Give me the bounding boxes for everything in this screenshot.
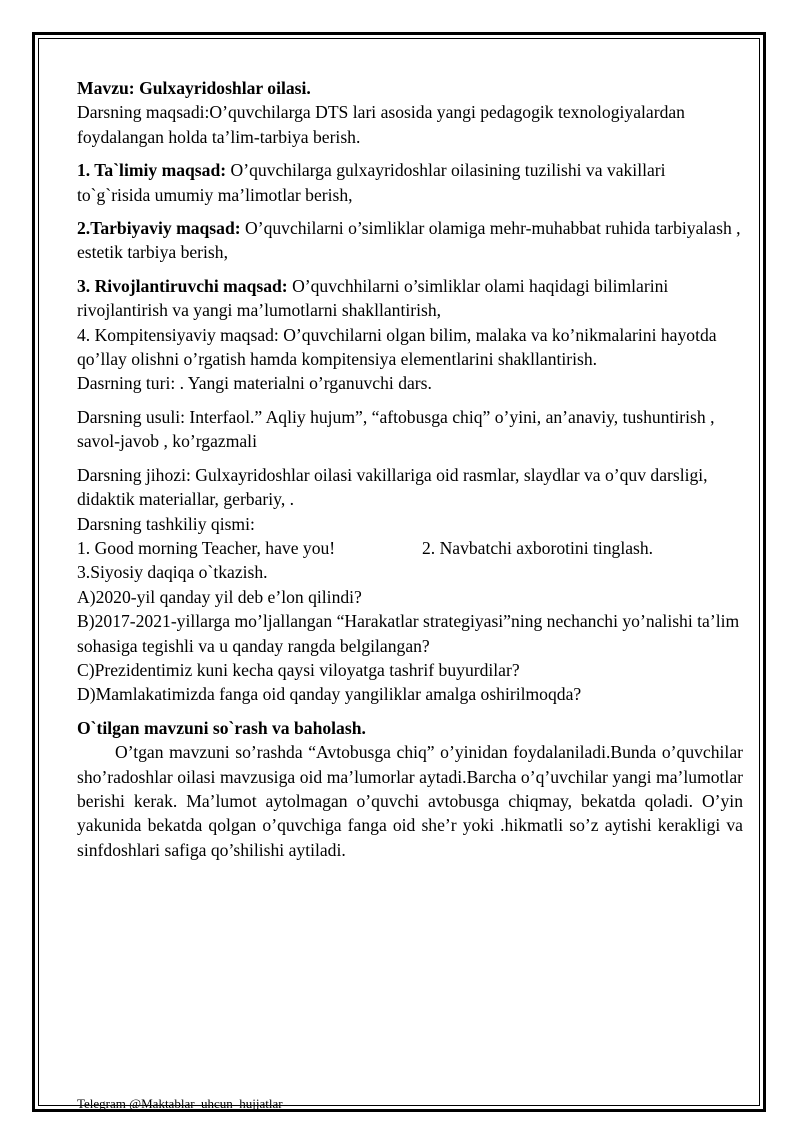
upbringing-goal-label: 2.Tarbiyaviy maqsad: xyxy=(77,218,241,239)
question-b: B)2017-2021-yillarga mo’ljallangan “Harakatlar strategiyasi”ning nechanchi yo’nalishi ta’lim sohasiga tegishli va u qanday rangda belgilangan? xyxy=(77,611,740,656)
organization-label: Darsning tashkiliy qismi: xyxy=(77,513,255,534)
political-minute-label: 3.Siyosiy daqiqa o`tkazish. xyxy=(77,562,268,583)
educational-goal xyxy=(77,158,743,207)
lesson-plan-body xyxy=(77,76,743,862)
developmental-goal-label: 3. Rivojlantiruvchi maqsad: xyxy=(77,275,288,296)
lesson-method: Darsning usuli: Interfaol.” Aqliy hujum”, “aftobusga chiq” o’yini, an’anaviy, tushuntirish , savol-javob , ko’rgazmali xyxy=(77,406,715,452)
educational-goal-label: 1. Ta`limiy maqsad: xyxy=(77,160,227,181)
educational-goal-text: O’quvchilarga gulxayridoshlar oilasining tuzilishi va vakillari to`g`risida umumiy ma’limotlar berish, xyxy=(77,160,666,205)
upbringing-goal xyxy=(77,216,743,265)
question-a: A)2020-yil qanday yil deb e’lon qilindi? xyxy=(77,586,362,607)
organization-item-1: 1. Good morning Teacher, have you! xyxy=(77,537,336,558)
developmental-goal xyxy=(77,274,743,323)
review-heading: O`tilgan mavzuni so`rash va baholash. xyxy=(77,717,366,738)
footer-watermark: Telegram @Maktablar_uhcun_hujjatlar xyxy=(77,1097,283,1110)
question-d: D)Mamlakatimizda fanga oid qanday yangiliklar amalga oshirilmoqda? xyxy=(77,684,582,705)
organization-items xyxy=(77,536,743,560)
competency-goal: 4. Kompitensiyaviy maqsad: O’quvchilarni olgan bilim, malaka va ko’nikmalarini hayotda qo’llay olishni o’rgatish hamda kompitensiya elementlarini shakllantirish. xyxy=(77,324,717,370)
topic-title: Gulxayridoshlar oilasi. xyxy=(139,78,311,98)
question-c: C)Prezidentimiz kuni kecha qaysi viloyatga tashrif buyurdilar? xyxy=(77,659,520,680)
upbringing-goal-text: O’quvchilarni o’simliklar olamiga mehr-muhabbat ruhida tarbiyalash , estetik tarbiya berish, xyxy=(77,218,741,263)
review-paragraph: O’tgan mavzuni so’rashda “Avtobusga chiq” o’yinidan foydalaniladi.Bunda o’quvchilar sho’radoshlar oilasi mavzusiga oid ma’lumorlar aytadi.Barcha o’q’uvchilar yangi ma’lumotlar berishi kerak. Ma’lumot aytolmagan o’quvchi avtobusga chiqmay, bekatda qoladi. O’yin yakunida bekatda qolgan o’quvchiga fanga oid she’r yoki .hikmatli so’z aytishi kerakligi va sinfdoshlari safiga qo’shilishi aytiladi. xyxy=(77,742,743,860)
organization-item-2: 2. Navbatchi axborotini tinglash. xyxy=(421,537,654,558)
lesson-type: Dasrning turi: . Yangi materialni o’rganuvchi dars. xyxy=(77,373,432,394)
developmental-goal-text: O’quvchhilarni o’simliklar olami haqidagi bilimlarini rivojlantirish va yangi ma’lumotlarni shakllantirish, xyxy=(77,275,669,321)
topic-label: Mavzu: xyxy=(77,78,135,98)
lesson-equipment: Darsning jihozi: Gulxayridoshlar oilasi vakillariga oid rasmlar, slaydlar va o’quv darsligi, didaktik materiallar, gerbariy, . xyxy=(77,464,708,510)
topic-line xyxy=(77,76,743,100)
goal-paragraph: Darsning maqsadi:O’quvchilarga DTS lari asosida yangi pedagogik texnologiyalardan foydalangan holda ta’lim-tarbiya berish. xyxy=(77,102,685,147)
